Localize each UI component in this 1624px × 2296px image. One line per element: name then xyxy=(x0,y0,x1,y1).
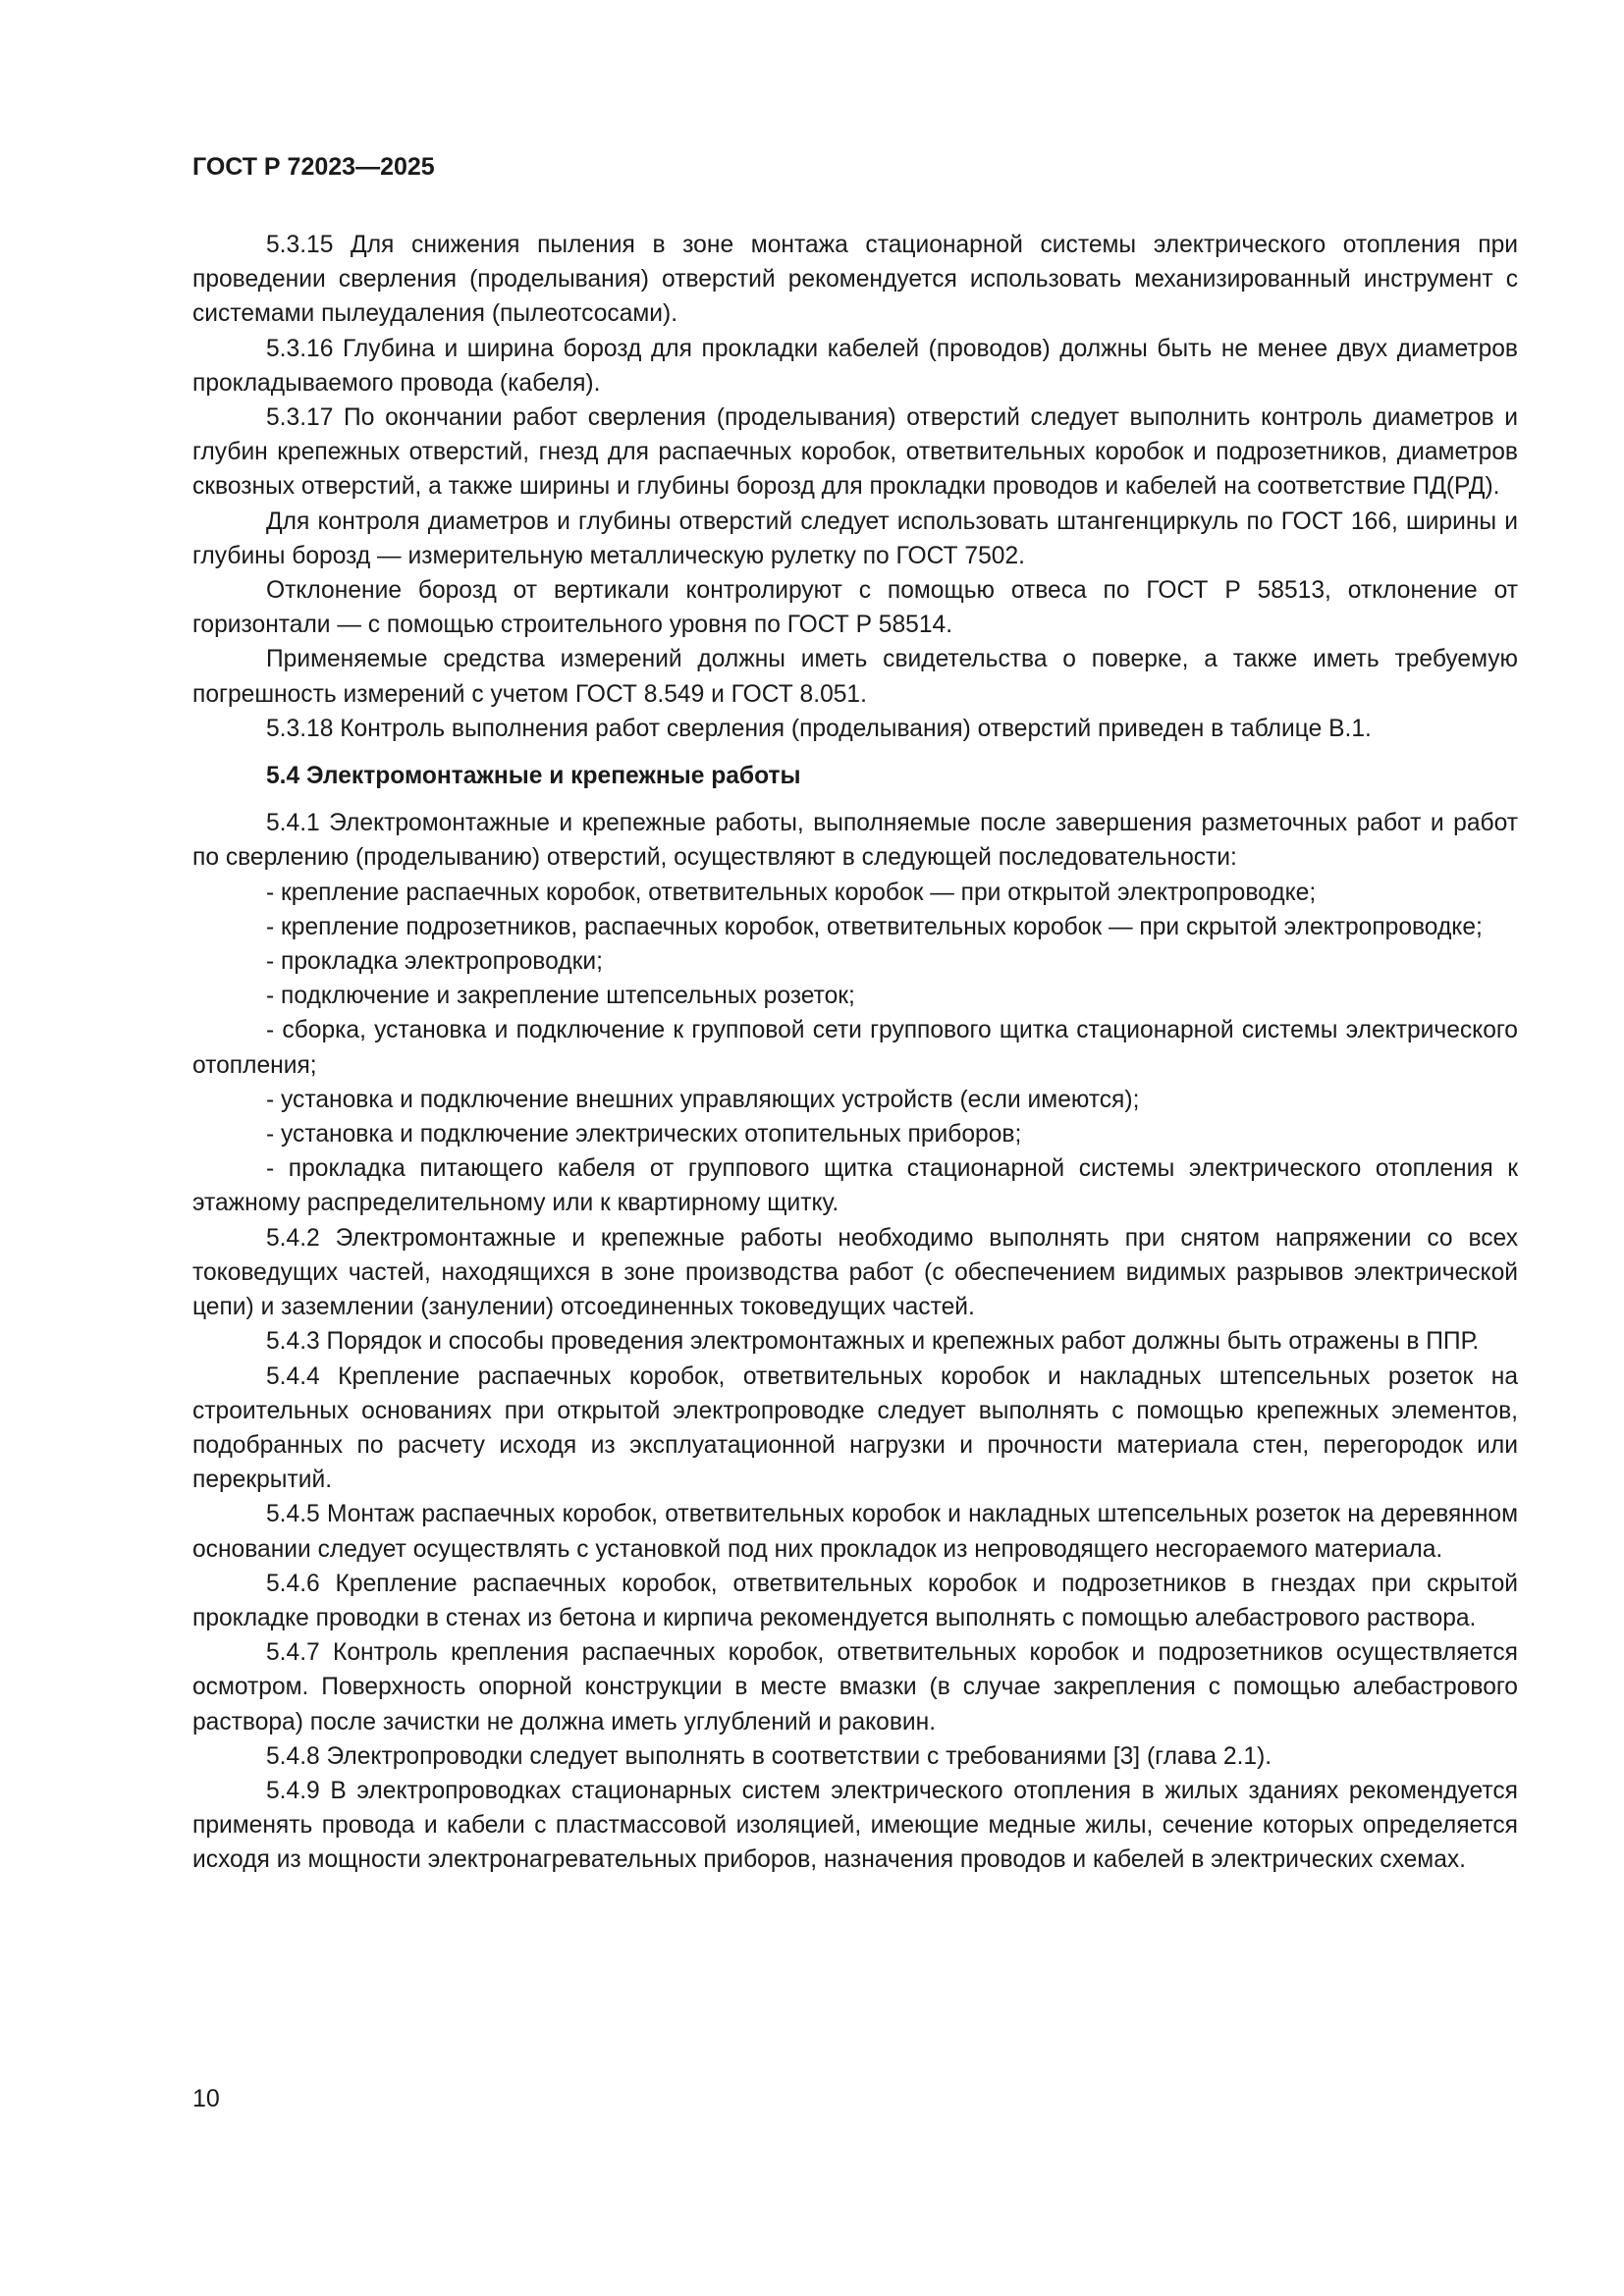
list-item: - установка и подключение внешних управляющих устройств (если имеются); xyxy=(266,1086,1140,1113)
list-item: - прокладка питающего кабеля от группового щитка стационарной системы электрического отопления к этажному распределительному или к квартирному щитку. xyxy=(192,1155,1518,1217)
section-5-4 xyxy=(192,806,1518,1877)
paragraph: 5.4.8 Электропроводки следует выполнять в соответствии с требованиями [3] (глава 2.1). xyxy=(266,1742,1272,1770)
paragraph: 5.3.15 Для снижения пыления в зоне монтажа стационарной системы электрического отопления при проведении сверления (проделывания) отверстий рекомендуется использовать механизированный инструмент с системами пылеудаления (пылеотсосами). xyxy=(192,232,1518,328)
list-item: - прокладка электропроводки; xyxy=(266,948,603,976)
paragraph: 5.4.1 Электромонтажные и крепежные работы, выполняемые после завершения разметочных работ и работ по сверлению (проделыванию) отверстий, осуществляют в следующей последовательности: xyxy=(192,810,1518,872)
section-5-3 xyxy=(192,228,1518,746)
paragraph: 5.4.2 Электромонтажные и крепежные работы необходимо выполнять при снятом напряжении со всех токоведущих частей, находящихся в зоне производства работ (с обеспечением видимых разрывов электрической цепи) и заземлении (занулении) отсоединенных токоведущих частей. xyxy=(192,1224,1518,1321)
paragraph: 5.4.9 В электропроводках стационарных систем электрического отопления в жилых зданиях рекомендуется применять провода и кабели с пластмассовой изоляцией, имеющие медные жилы, сечение которых определяется исходя из мощности электронагревательных приборов, назначения проводов и кабелей в электрических схемах. xyxy=(192,1777,1518,1874)
section-heading: 5.4 Электромонтажные и крепежные работы xyxy=(266,763,801,790)
paragraph: 5.4.4 Крепление распаечных коробок, ответвительных коробок и накладных штепсельных розеток на строительных основаниях при открытой электропроводке следует выполнять с помощью крепежных элементов, подобранных по расчету исходя из эксплуатационной нагрузки и прочности материала стен, перегородок или перекрытий. xyxy=(192,1362,1518,1494)
list-item: - крепление распаечных коробок, ответвительных коробок — при открытой электропроводке; xyxy=(266,879,1317,906)
page-number: 10 xyxy=(192,2085,220,2112)
paragraph: 5.4.5 Монтаж распаечных коробок, ответвительных коробок и накладных штепсельных розеток на деревянном основании следует осуществлять с установкой под них прокладок из непроводящего несгораемого материала. xyxy=(192,1501,1518,1563)
paragraph: 5.3.16 Глубина и ширина борозд для прокладки кабелей (проводов) должны быть не менее двух диаметров прокладываемого провода (кабеля). xyxy=(192,335,1518,397)
document-header: ГОСТ Р 72023—2025 xyxy=(192,153,435,181)
list-item: - крепление подрозетников, распаечных коробок, ответвительных коробок — при скрытой электропроводке; xyxy=(266,913,1483,940)
paragraph: Для контроля диаметров и глубины отверстий следует использовать штангенциркуль по ГОСТ 166, ширины и глубины борозд — измерительную металлическую рулетку по ГОСТ 7502. xyxy=(192,507,1518,569)
list-item: - установка и подключение электрических отопительных приборов; xyxy=(266,1121,1022,1148)
paragraph: 5.4.7 Контроль крепления распаечных коробок, ответвительных коробок и подрозетников осуществляется осмотром. Поверхность опорной конструкции в месте вмазки (в случае закрепления с помощью алебастрового раствора) после зачистки не должна иметь углублений и раковин. xyxy=(192,1639,1518,1735)
paragraph: 5.3.18 Контроль выполнения работ сверления (проделывания) отверстий приведен в таблице В.1. xyxy=(266,715,1372,742)
paragraph: Применяемые средства измерений должны иметь свидетельства о поверке, а также иметь требуемую погрешность измерений с учетом ГОСТ 8.549 и ГОСТ 8.051. xyxy=(192,646,1518,708)
document-body xyxy=(192,228,1518,1878)
paragraph: 5.4.6 Крепление распаечных коробок, ответвительных коробок и подрозетников в гнездах при скрытой прокладке проводки в стенах из бетона и кирпича рекомендуется выполнять с помощью алебастрового раствора. xyxy=(192,1570,1518,1631)
paragraph: 5.4.3 Порядок и способы проведения электромонтажных и крепежных работ должны быть отражены в ППР. xyxy=(266,1328,1480,1356)
list-item: - подключение и закрепление штепсельных розеток; xyxy=(266,983,855,1010)
paragraph: 5.3.17 По окончании работ сверления (проделывания) отверстий следует выполнить контроль диаметров и глубин крепежных отверстий, гнезд для распаечных коробок, ответвительных коробок и подрозетников, диаметров сквозных отверстий, а также ширины и глубины борозд для прокладки проводов и кабелей на соответствие ПД(РД). xyxy=(192,404,1518,501)
list-item: - сборка, установка и подключение к групповой сети группового щитка стационарной системы электрического отопления; xyxy=(192,1017,1518,1079)
paragraph: Отклонение борозд от вертикали контролируют с помощью отвеса по ГОСТ Р 58513, отклонение от горизонтали — с помощью строительного уровня по ГОСТ Р 58514. xyxy=(192,577,1518,639)
